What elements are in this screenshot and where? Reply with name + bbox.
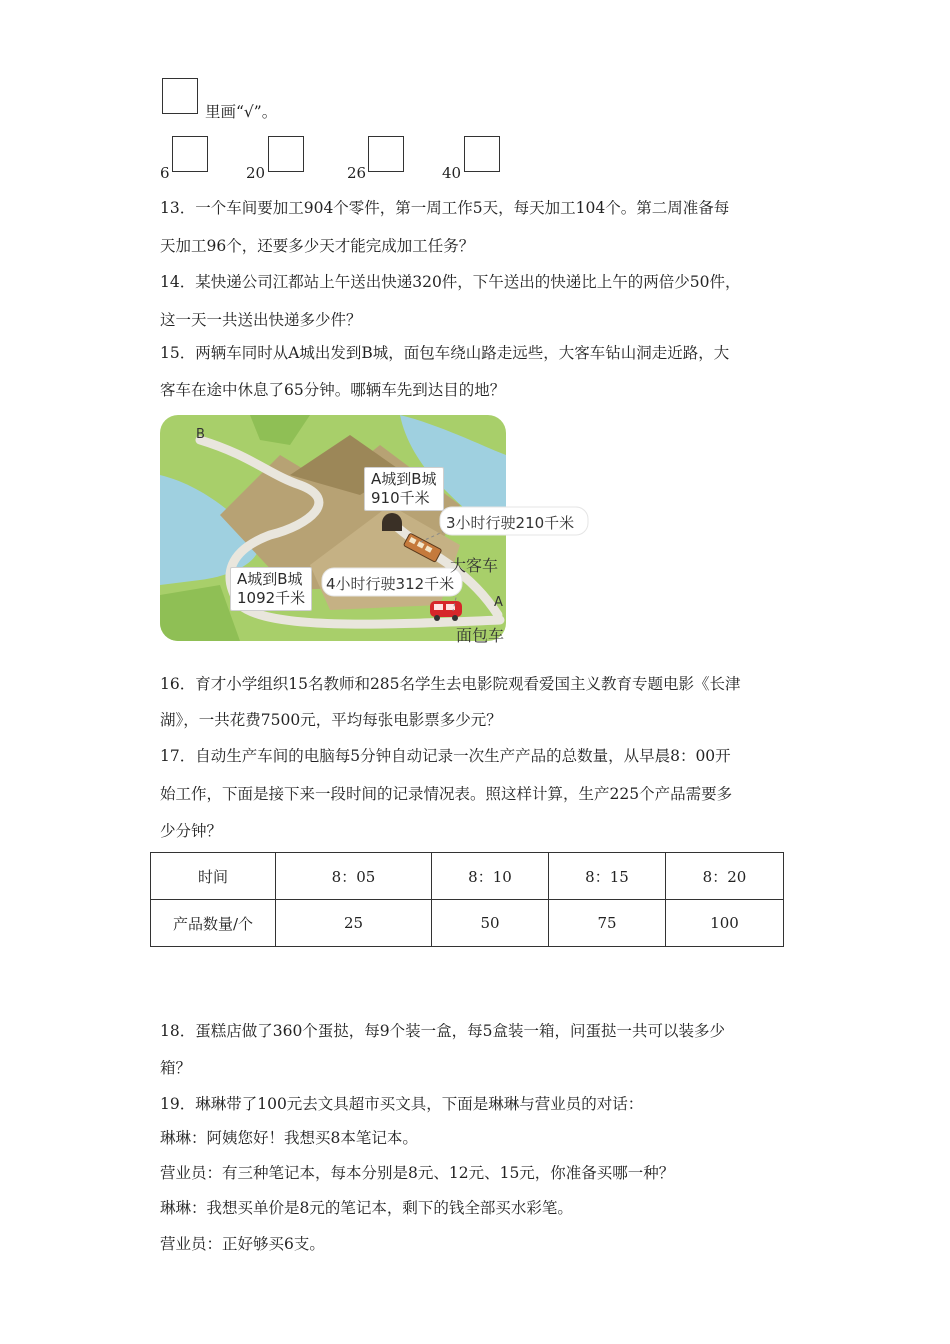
- city-b-label: B: [196, 427, 205, 442]
- sign-short-route: [364, 467, 444, 511]
- table-row: [151, 900, 784, 947]
- option-box[interactable]: [368, 136, 404, 172]
- table-cell: 100: [666, 900, 784, 947]
- dialogue-line-1: 琳琳：阿姨您好！我想买8本笔记本。: [160, 1129, 418, 1147]
- sign-long-route: [230, 567, 312, 611]
- question-13-line-1: 13．一个车间要加工904个零件，第一周工作5天，每天加工104个。第二周准备每: [160, 199, 730, 217]
- option-number: 20: [246, 164, 266, 182]
- question-19-line-1: 19．琳琳带了100元去文具超市买文具，下面是琳琳与营业员的对话：: [160, 1095, 644, 1113]
- dialogue-line-2: 营业员：有三种笔记本，每本分别是8元、12元、15元，你准备买哪一种？: [160, 1164, 675, 1182]
- option-number: 6: [160, 164, 170, 182]
- question-15-line-2: 客车在途中休息了65分钟。哪辆车先到达目的地？: [160, 381, 506, 399]
- question-16-line-2: 湖》，一共花费7500元，平均每张电影票多少元？: [160, 711, 502, 729]
- table-cell: 时间: [151, 853, 276, 900]
- table-header-row: [151, 853, 784, 900]
- city-a-label: A: [494, 595, 503, 610]
- question-14-line-2: 这一天一共送出快递多少件？: [160, 311, 362, 329]
- question-18-line-1: 18．蛋糕店做了360个蛋挞，每9个装一盒，每5盒装一箱，问蛋挞一共可以装多少: [160, 1022, 726, 1040]
- bus-speed-label: 3小时行驶210千米: [446, 514, 575, 532]
- sign-long-title: A城到B城: [237, 570, 303, 588]
- q12-instruction: 里画“√”。: [205, 103, 278, 121]
- question-13-line-2: 天加工96个，还要多少天才能完成加工任务？: [160, 237, 475, 255]
- option-box[interactable]: [172, 136, 208, 172]
- table-cell: 产品数量/个: [151, 900, 276, 947]
- table-cell: 8：15: [549, 853, 666, 900]
- question-17-line-3: 少分钟？: [160, 822, 223, 840]
- option-number: 26: [347, 164, 367, 182]
- table-cell: 8：20: [666, 853, 784, 900]
- sign-long-distance: 1092千米: [237, 589, 306, 607]
- question-17-line-1: 17．自动生产车间的电脑每5分钟自动记录一次生产产品的总数量，从早晨8：00开: [160, 747, 731, 765]
- question-17-line-2: 始工作，下面是接下来一段时间的记录情况表。照这样计算，生产225个产品需要多: [160, 785, 733, 803]
- van-label: 面包车: [456, 626, 505, 645]
- question-18-line-2: 箱？: [160, 1059, 192, 1077]
- question-15-line-1: 15．两辆车同时从A城出发到B城，面包车绕山路走远些，大客车钻山洞走近路，大: [160, 344, 730, 362]
- option-number: 40: [442, 164, 462, 182]
- sign-short-title: A城到B城: [371, 470, 437, 488]
- table-cell: 25: [276, 900, 432, 947]
- answer-box[interactable]: [162, 78, 198, 114]
- table-cell: 8：10: [432, 853, 549, 900]
- question-14-line-1: 14．某快递公司江都站上午送出快递320件，下午送出的快递比上午的两倍少50件，: [160, 273, 741, 291]
- option-box[interactable]: [268, 136, 304, 172]
- table-cell: 8：05: [276, 853, 432, 900]
- route-map: [160, 415, 590, 645]
- dialogue-line-4: 营业员：正好够买6支。: [160, 1235, 325, 1253]
- sign-short-distance: 910千米: [371, 489, 430, 507]
- table-cell: 50: [432, 900, 549, 947]
- record-table: [150, 852, 784, 947]
- option-box[interactable]: [464, 136, 500, 172]
- bus-label: 大客车: [450, 556, 499, 575]
- dialogue-line-3: 琳琳：我想买单价是8元的笔记本，剩下的钱全部买水彩笔。: [160, 1199, 573, 1217]
- van-speed-label: 4小时行驶312千米: [326, 575, 455, 593]
- table-cell: 75: [549, 900, 666, 947]
- question-16-line-1: 16．育才小学组织15名教师和285名学生去电影院观看爱国主义教育专题电影《长津: [160, 675, 741, 693]
